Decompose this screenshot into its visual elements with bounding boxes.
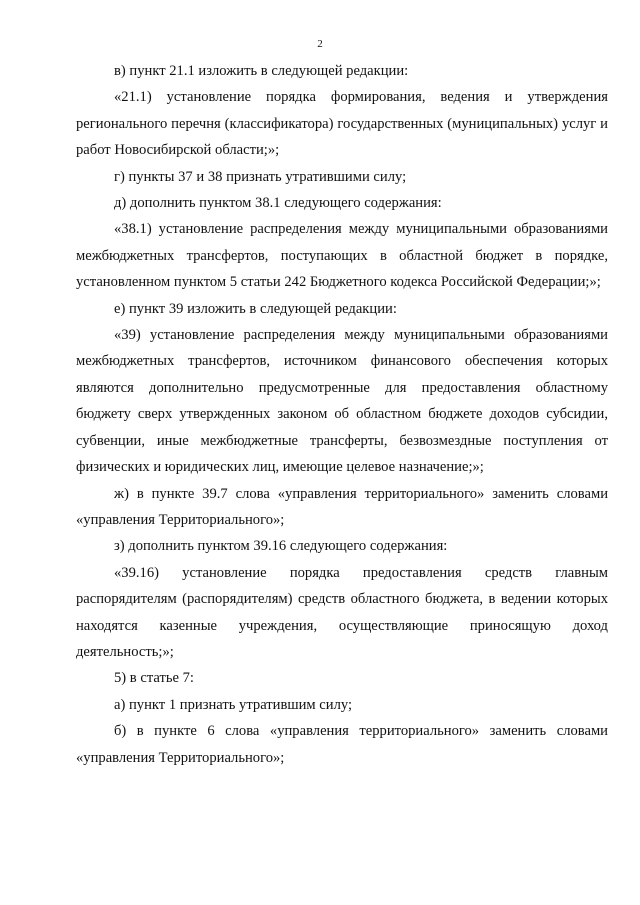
page-number: 2 xyxy=(317,38,323,50)
document-body xyxy=(76,58,608,771)
paragraph-a: а) пункт 1 признать утратившим силу; xyxy=(114,696,353,713)
paragraph-g: г) пункты 37 и 38 признать утратившими силу; xyxy=(114,168,407,185)
paragraph-39-16-text: «39.16) установление порядка предоставления средств главным распорядителям (распорядителям) средств областного бюджета, в ведении которых находятся казенные учреждения, осуществляющие приносящую доход деятельность;»; xyxy=(76,564,608,660)
paragraph-v: в) пункт 21.1 изложить в следующей редакции: xyxy=(114,63,409,79)
paragraph-z: з) дополнить пунктом 39.16 следующего содержания: xyxy=(114,538,448,555)
paragraph-article-7: 5) в статье 7: xyxy=(114,670,194,687)
paragraph-21-1-text: «21.1) установление порядка формирования, ведения и утверждения регионального перечня (классификатора) государственных (муниципальных) услуг и работ Новосибирской области;»; xyxy=(76,89,608,159)
paragraph-zh: ж) в пункте 39.7 слова «управления территориального» заменить словами «управления Территориального»; xyxy=(76,485,608,528)
paragraph-39-text: «39) установление распределения между муниципальными образованиями межбюджетных трансфертов, источником финансового обеспечения которых являются дополнительно предусмотренные для предоставления областному бюджету сверх утвержденных законом об областном бюджете доходов субсидии, субвенции, иные межбюджетные трансферты, безвозмездные поступления от физических и юридических лиц, имеющие целевое назначение;»; xyxy=(76,327,608,476)
paragraph-e: е) пункт 39 изложить в следующей редакции: xyxy=(114,300,397,317)
paragraph-b: б) в пункте 6 слова «управления территориального» заменить словами «управления Территориального»; xyxy=(76,723,608,766)
paragraph-d: д) дополнить пунктом 38.1 следующего содержания: xyxy=(114,195,442,212)
paragraph-38-1-text: «38.1) установление распределения между муниципальными образованиями межбюджетных трансфертов, поступающих в областной бюджет в порядке, установленном пунктом 5 статьи 242 Бюджетного кодекса Российской Федерации;»; xyxy=(76,221,608,291)
